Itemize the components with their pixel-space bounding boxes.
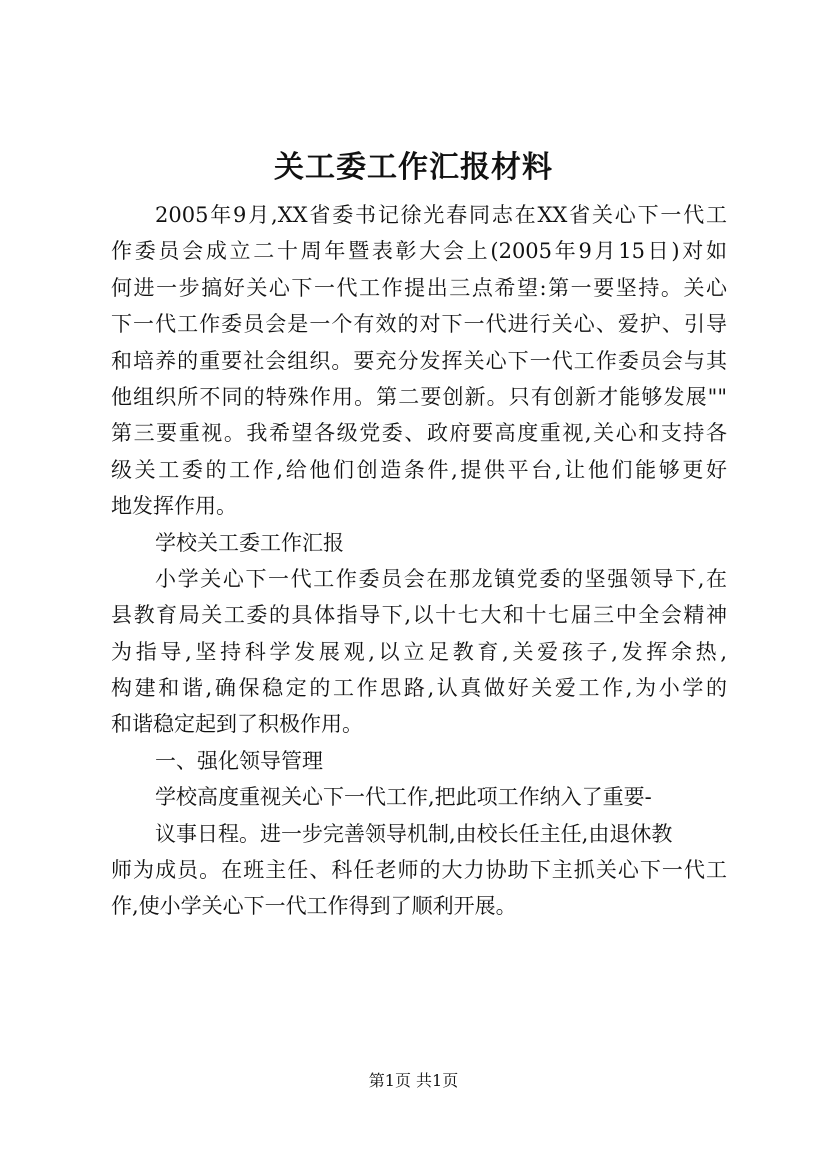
- paragraph-line: 2005年9月,XX省委书记徐光春同志在XX省关心下一代工: [155, 203, 727, 227]
- document-body: [111, 197, 727, 925]
- paragraph-line: 和培养的重要社会组织。要充分发挥关心下一代工作委员会与其: [111, 348, 727, 373]
- paragraph-line: 地发挥作用。: [111, 494, 237, 519]
- document-title: 关工委工作汇报材料: [274, 150, 553, 185]
- paragraph-line: 作,使小学关心下一代工作得到了顺利开展。: [111, 894, 517, 919]
- paragraph-line: 级关工委的工作,给他们创造条件,提供平台,让他们能够更好: [111, 457, 727, 482]
- paragraph-line: 构建和谐,确保稳定的工作思路,认真做好关爱工作,为小学的: [111, 676, 727, 701]
- paragraph-line: 议事日程。进一步完善领导机制,由校长任主任,由退休教: [155, 821, 673, 846]
- section-heading: 一、强化领导管理: [155, 748, 323, 773]
- paragraph-line: 为指导,坚持科学发展观,以立足教育,关爱孩子,发挥余热,: [111, 639, 727, 664]
- section-heading: 学校关工委工作汇报: [155, 530, 344, 555]
- paragraph-line: 县教育局关工委的具体指导下,以十七大和十七届三中全会精神: [111, 603, 727, 628]
- paragraph-line: 何进一步搞好关心下一代工作提出三点希望:第一要坚持。关心: [111, 275, 727, 300]
- page-footer: 第1页 共1页: [368, 1071, 459, 1090]
- paragraph-line: 下一代工作委员会是一个有效的对下一代进行关心、爱护、引导: [111, 312, 727, 337]
- paragraph-line: 作委员会成立二十周年暨表彰大会上(2005年9月15日)对如: [111, 239, 727, 264]
- paragraph-line: 学校高度重视关心下一代工作,把此项工作纳入了重要-: [155, 785, 652, 810]
- paragraph-line: 和谐稳定起到了积极作用。: [111, 712, 363, 737]
- paragraph-line: 小学关心下一代工作委员会在那龙镇党委的坚强领导下,在: [155, 566, 727, 591]
- paragraph-line: 第三要重视。我希望各级党委、政府要高度重视,关心和支持各: [111, 421, 727, 446]
- paragraph-line: 他组织所不同的特殊作用。第二要创新。只有创新才能够发展"": [111, 384, 727, 409]
- paragraph-line: 师为成员。在班主任、科任老师的大力协助下主抓关心下一代工: [111, 858, 727, 883]
